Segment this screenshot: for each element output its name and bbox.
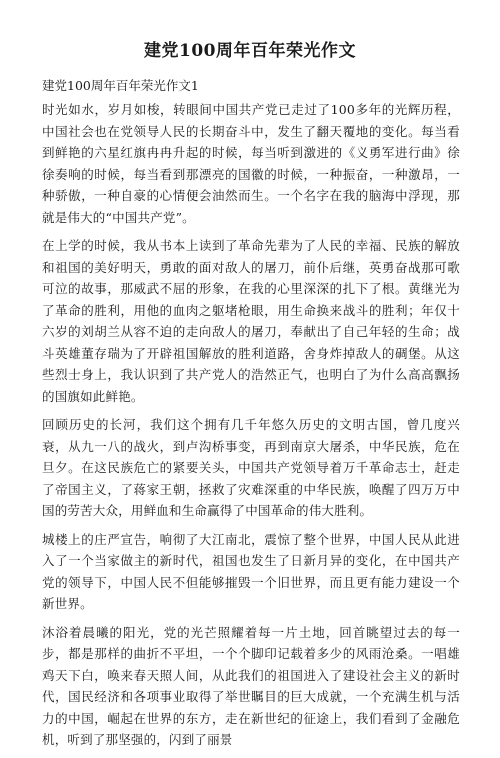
- paragraph-5: 沐浴着晨曦的阳光，党的光芒照耀着每一片土地，回首眺望过去的每一步，都是那样的曲折不平坦，一个个脚印记载着多少的风雨沧桑。一唱雄鸡天下白，唤来春天照人间，从此我们的祖国进入了建设社会主义的新时代，国民经济和各项事业取得了举世瞩目的巨大成就，一个充满生机与活力的中国，崛起在世界的东方，走在新世纪的征途上，我们看到了金融危机，听到了那坚强的，闪到了丽景: [42, 624, 460, 747]
- paragraph-1: 时光如水，岁月如梭，转眼间中国共产党已走过了100多年的光辉历程，中国社会也在党领导人民的长期奋斗中，发生了翻天覆地的变化。每当看到鲜艳的六星红旗冉冉升起的时候，每当听到激进的《义勇军进行曲》徐徐奏响的时候，每当看到那漂亮的国徽的时候，一种振奋，一种激昂，一种骄傲，一种自豪的心情便会油然而生。一个名字在我的脑海中浮现，那就是伟大的“中国共产党”。: [42, 102, 460, 225]
- document-title: 建党100周年百年荣光作文: [144, 41, 356, 61]
- document-subtitle: 建党100周年百年荣光作文1: [42, 78, 199, 93]
- paragraph-2: 在上学的时候，我从书本上读到了革命先辈为了人民的幸福、民族的解放和祖国的美好明天，勇敢的面对敌人的屠刀，前仆后继，英勇奋战那可歌可泣的故事，那威武不屈的形象，在我的心里深深的扎下了根。黄继光为了革命的胜利，用他的血肉之躯堵枪眼，用生命换来战斗的胜利；年仅十六岁的刘胡兰从容不迫的走向敌人的屠刀，奉献出了自己年轻的生命；战斗英雄董存瑞为了开辟祖国解放的胜利道路，舍身炸掉敌人的碉堡。从这些烈士身上，我认识到了共产党人的浩然正气，也明白了为什么高高飘扬的国旗如此鲜艳。: [42, 238, 460, 404]
- paragraph-3: 回顾历史的长河，我们这个拥有几千年悠久历史的文明古国，曾几度兴衰，从九一八的战火，到卢沟桥事变，再到南京大屠杀，中华民族，危在旦夕。在这民族危亡的紧要关头，中国共产党领导着万千革命志士，赶走了帝国主义，了蒋家王朝，拯救了灾难深重的中华民族，唤醒了四万万中国的劳苦大众，用鲜血和生命赢得了中国革命的伟大胜利。: [42, 417, 460, 518]
- document-body: [42, 99, 460, 758]
- paragraph-4: 城楼上的庄严宣告，响彻了大江南北，震惊了整个世界，中国人民从此进入了一个当家做主的新时代，祖国也发生了日新月异的变化，在中国共产党的领导下，中国人民不但能够摧毁一个旧世界，而且更有能力建设一个新世界。: [42, 531, 460, 611]
